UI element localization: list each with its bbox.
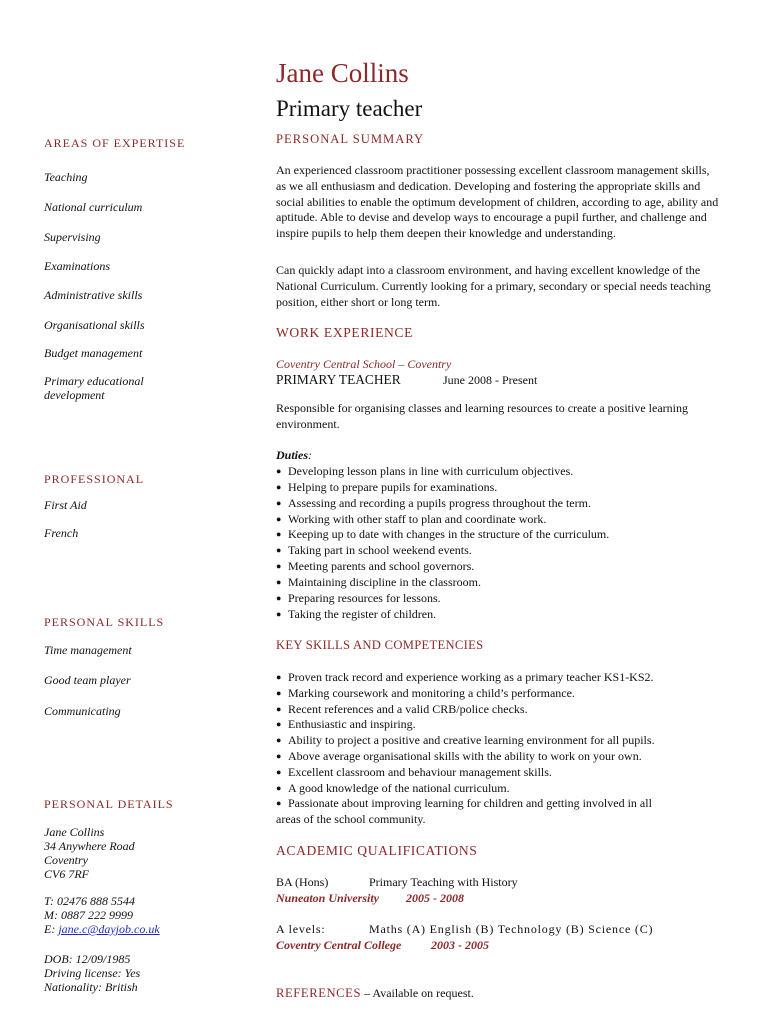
skill-item: ● Passionate about improving learning for children and getting involved in all	[276, 796, 652, 810]
skill-item: ● Recent references and a valid CRB/police checks.	[276, 702, 528, 716]
professional-item: French	[44, 526, 79, 540]
contact-city: Coventry	[44, 853, 88, 867]
personal-info-block	[44, 952, 140, 994]
skill-item: ● Above average organisational skills with the ability to work on your own.	[276, 749, 642, 763]
contact-block	[44, 825, 135, 881]
duty-item: ● Developing lesson plans in line with curriculum objectives.	[276, 464, 574, 478]
skill-item-continuation: areas of the school community.	[276, 812, 426, 826]
references-text: – Available on request.	[364, 986, 474, 1000]
email-link[interactable]: jane.c@dayjob.co.uk	[58, 922, 160, 936]
duty-item: ● Working with other staff to plan and coordinate work.	[276, 512, 547, 526]
skill-item: ● Ability to project a positive and creative learning environment for all pupils.	[276, 733, 655, 747]
work-heading: WORK EXPERIENCE	[276, 325, 413, 340]
bullet-icon: ●	[276, 783, 282, 793]
duty-item: ● Taking part in school weekend events.	[276, 543, 472, 557]
university-dates: 2005 - 2008	[406, 891, 464, 905]
bullet-icon: ●	[276, 529, 282, 539]
expertise-item: Primary educational development	[44, 374, 144, 402]
role-description: Responsible for organising classes and learning resources to create a positive learning environment.	[276, 401, 688, 431]
personal-skill-item: Communicating	[44, 704, 121, 718]
expertise-item: Examinations	[44, 259, 110, 273]
duty-item: ● Assessing and recording a pupils progress throughout the term.	[276, 496, 591, 510]
skill-item: ● Excellent classroom and behaviour management skills.	[276, 765, 552, 779]
contact-address: 34 Anywhere Road	[44, 839, 135, 853]
bullet-icon: ●	[276, 704, 282, 714]
bullet-icon: ●	[276, 609, 282, 619]
duty-item: ● Taking the register of children.	[276, 607, 437, 621]
contact-name: Jane Collins	[44, 825, 105, 839]
bullet-icon: ●	[276, 751, 282, 761]
summary-paragraph-1: An experienced classroom practitioner possessing excellent classroom management skills, as we all enthusiasm and dedication. Developing and fostering the appropriate skills and social abilities to enable the optimum development of children, according to age, ability and aptitude. Able to devise and develop ways to encourage a pupil further, and challenge and inspire pupils to help them deepen their knowledge and understanding.	[276, 163, 719, 241]
bullet-icon: ●	[276, 498, 282, 508]
personal-skill-item: Good team player	[44, 673, 131, 687]
bullet-icon: ●	[276, 482, 282, 492]
college-dates: 2003 - 2005	[431, 938, 489, 952]
expertise-item: Administrative skills	[44, 288, 143, 302]
bullet-icon: ●	[276, 577, 282, 587]
dob: DOB: 12/09/1985	[44, 952, 131, 966]
expertise-heading: AREAS OF EXPERTISE	[44, 136, 186, 150]
duty-item: ● Keeping up to date with changes in the structure of the curriculum.	[276, 527, 610, 541]
academic-heading: ACADEMIC QUALIFICATIONS	[276, 843, 478, 858]
university: Nuneaton University	[276, 891, 380, 905]
personal-details-heading: PERSONAL DETAILS	[44, 797, 174, 811]
email-label: E:	[44, 922, 59, 936]
contact-phone: T: 02476 888 5544	[44, 894, 136, 908]
phone-block	[44, 894, 160, 936]
bullet-icon: ●	[276, 514, 282, 524]
degree: BA (Hons)	[276, 875, 329, 889]
contact-postcode: CV6 7RF	[44, 867, 89, 881]
bullet-icon: ●	[276, 798, 282, 808]
summary-heading: PERSONAL SUMMARY	[276, 132, 425, 146]
employer: Coventry Central School – Coventry	[276, 357, 452, 371]
alevels-label: A levels:	[276, 922, 326, 936]
skill-item: ● Marking coursework and monitoring a child’s performance.	[276, 686, 575, 700]
expertise-item: Teaching	[44, 170, 88, 184]
expertise-item: Supervising	[44, 230, 101, 244]
expertise-item: Organisational skills	[44, 318, 145, 332]
duty-item: ● Maintaining discipline in the classroom.	[276, 575, 481, 589]
skills-heading: KEY SKILLS AND COMPETENCIES	[276, 638, 484, 652]
duties-label: Duties:	[276, 448, 313, 462]
contact-email-row	[44, 922, 160, 936]
expertise-item: National curriculum	[44, 200, 143, 214]
skill-item: ● Proven track record and experience working as a primary teacher KS1-KS2.	[276, 670, 654, 684]
driving-license: Driving license: Yes	[44, 966, 141, 980]
expertise-item: Budget management	[44, 346, 143, 360]
references	[276, 986, 474, 1001]
professional-heading: PROFESSIONAL	[44, 472, 145, 486]
bullet-icon: ●	[276, 719, 282, 729]
skill-item: ● Enthusiastic and inspiring.	[276, 717, 416, 731]
role-dates: June 2008 - Present	[443, 373, 538, 387]
personal-skill-item: Time management	[44, 643, 132, 657]
personal-skills-heading: PERSONAL SKILLS	[44, 615, 165, 629]
professional-item: First Aid	[44, 498, 87, 512]
bullet-icon: ●	[276, 767, 282, 777]
job-title: Primary teacher	[276, 96, 423, 121]
role: PRIMARY TEACHER	[276, 372, 401, 387]
nationality: Nationality: British	[44, 980, 138, 994]
bullet-icon: ●	[276, 545, 282, 555]
degree-subject: Primary Teaching with History	[369, 875, 518, 889]
bullet-icon: ●	[276, 466, 282, 476]
alevels-subjects: Maths (A) English (B) Technology (B) Science (C)	[369, 922, 654, 936]
bullet-icon: ●	[276, 672, 282, 682]
bullet-icon: ●	[276, 688, 282, 698]
candidate-name: Jane Collins	[276, 58, 409, 88]
bullet-icon: ●	[276, 561, 282, 571]
references-heading: REFERENCES	[276, 986, 362, 1000]
contact-mobile: M: 0887 222 9999	[44, 908, 133, 922]
bullet-icon: ●	[276, 735, 282, 745]
duty-item: ● Helping to prepare pupils for examinations.	[276, 480, 498, 494]
duty-item: ● Preparing resources for lessons.	[276, 591, 441, 605]
skill-item: ● A good knowledge of the national curriculum.	[276, 781, 510, 795]
summary-paragraph-2: Can quickly adapt into a classroom environment, and having excellent knowledge of the National Curriculum. Currently looking for a primary, secondary or special needs teaching position, either short or long term.	[276, 263, 711, 309]
college: Coventry Central College	[276, 938, 402, 952]
bullet-icon: ●	[276, 593, 282, 603]
duty-item: ● Meeting parents and school governors.	[276, 559, 475, 573]
